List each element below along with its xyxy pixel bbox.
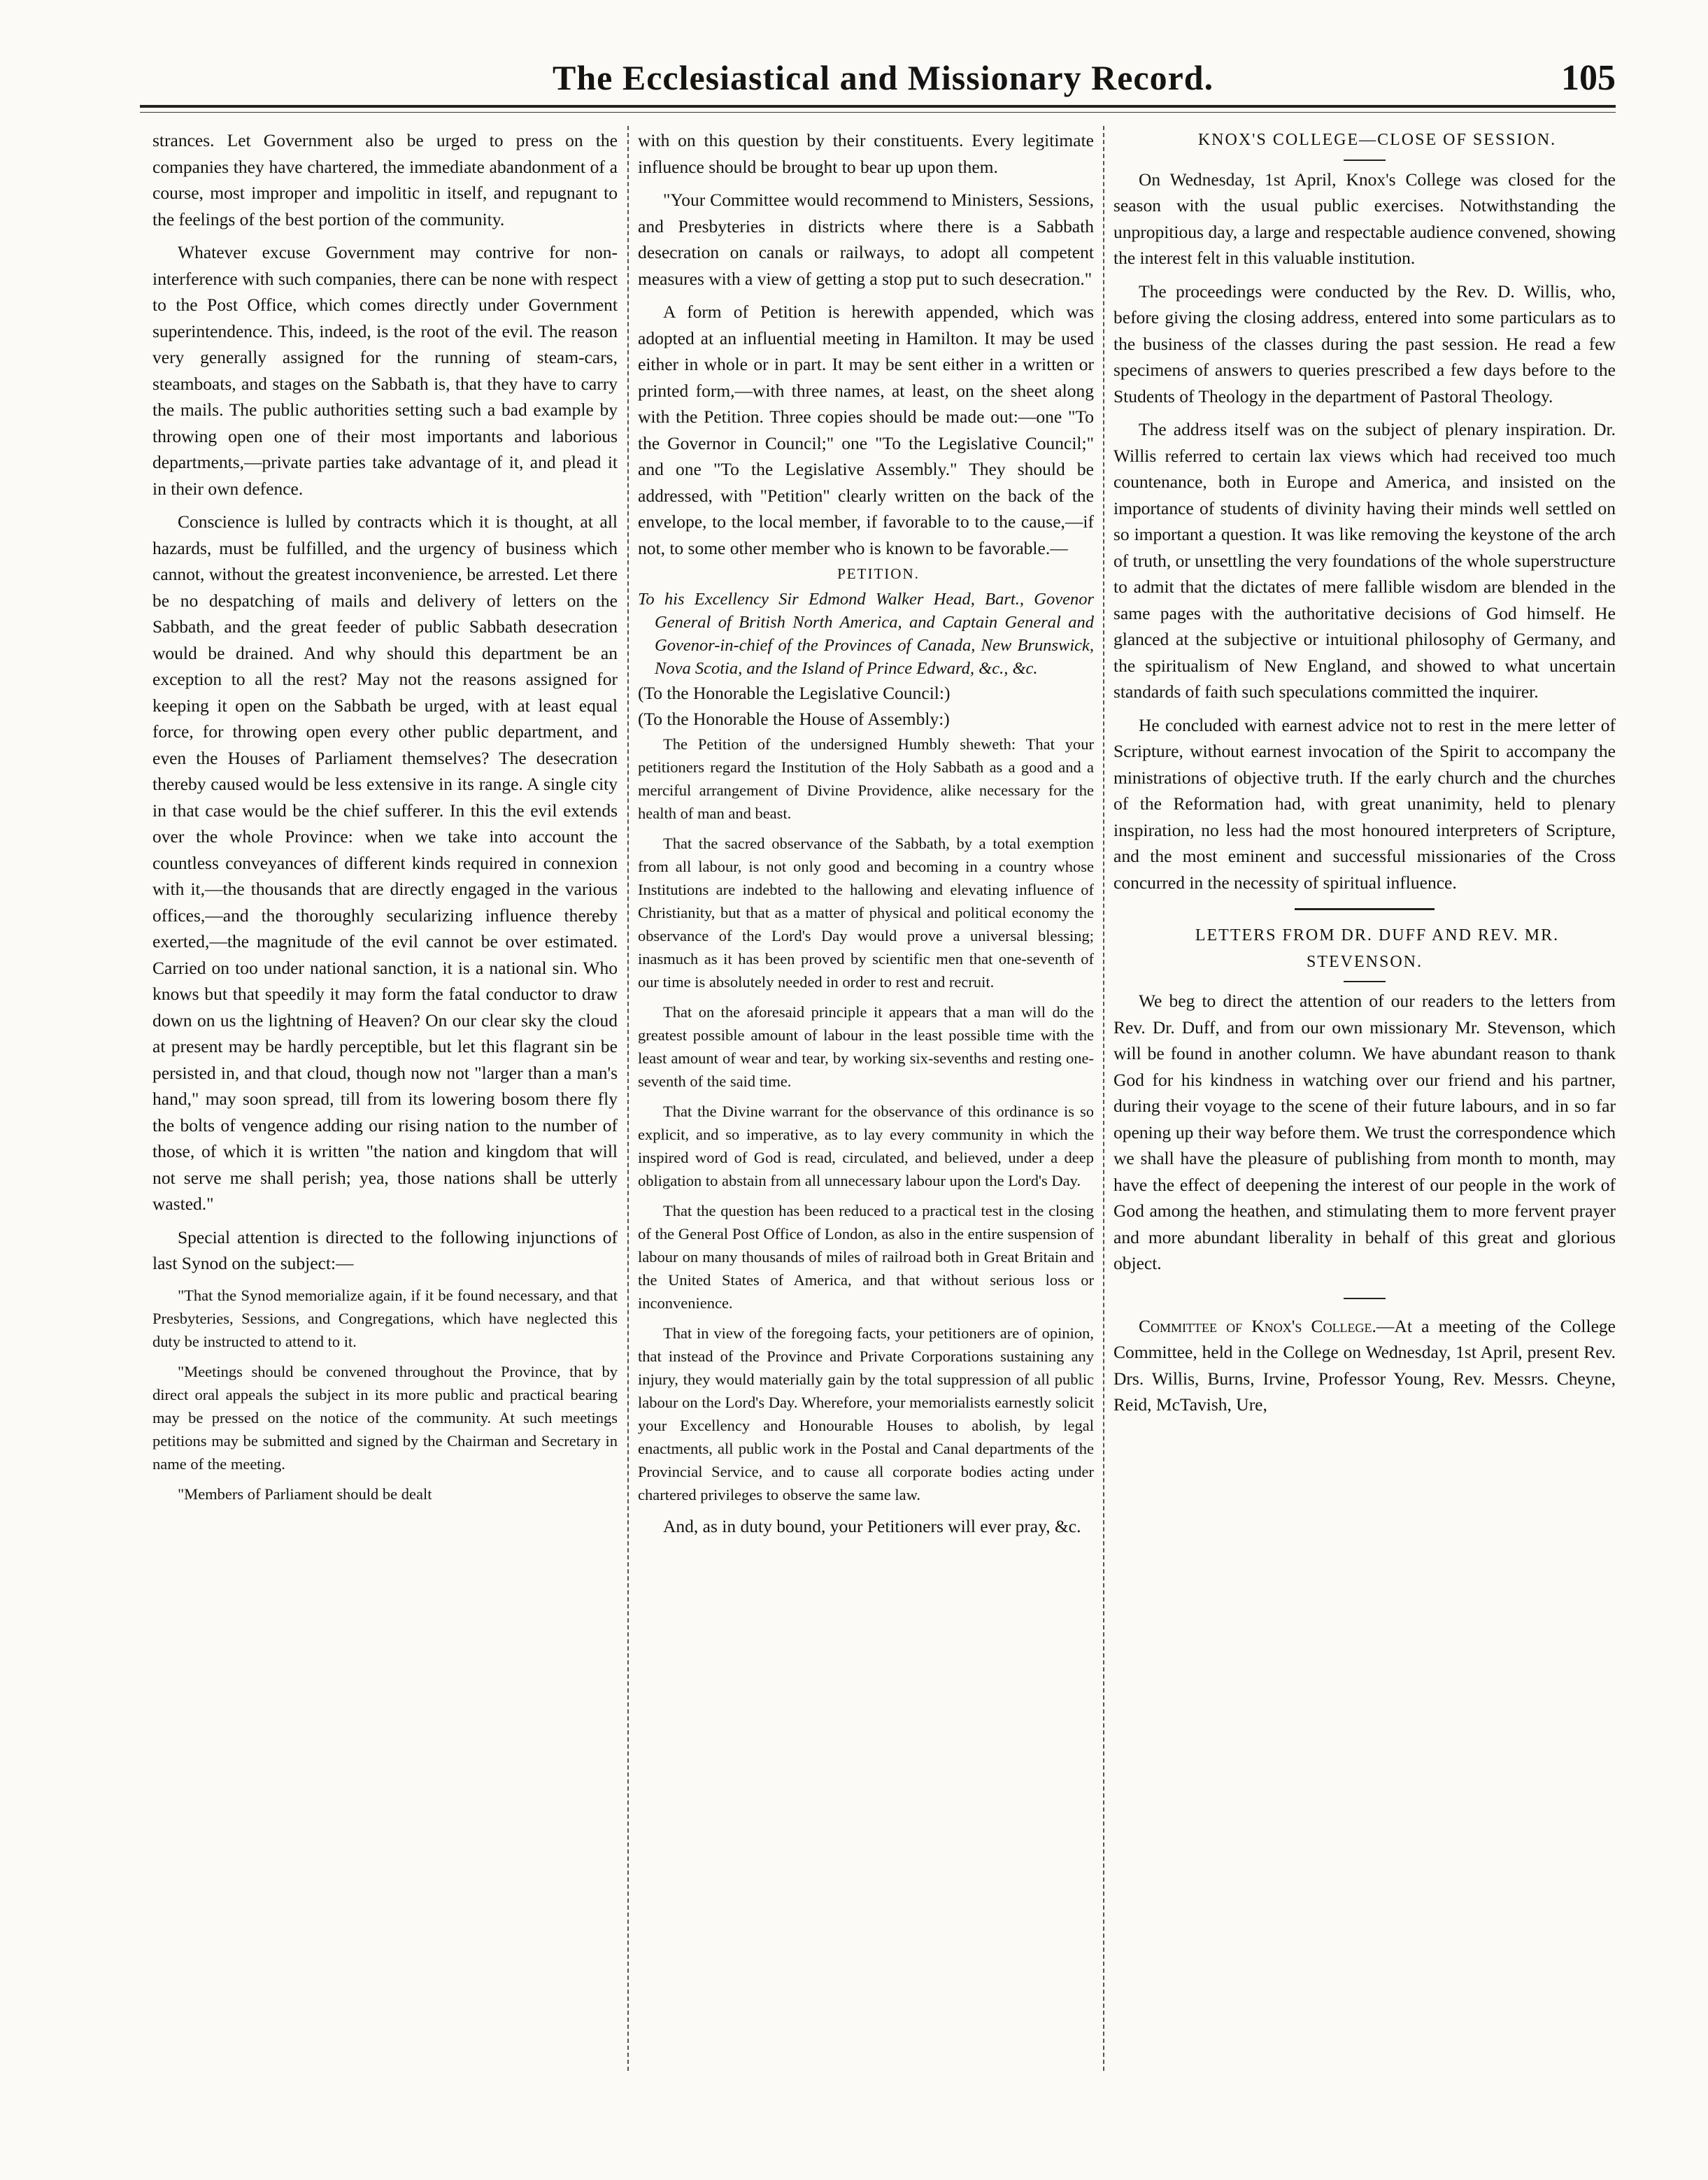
synod-injunction: "Members of Parliament should be dealt xyxy=(178,1485,432,1503)
synod-injunction: "That the Synod memorialize again, if it be found necessary, and that Presbyteries, Sessions, and Congregations, which have neglected this duty be instructed to attend to it. xyxy=(152,1286,618,1350)
paragraph: The address itself was on the subject of plenary inspiration. Dr. Willis referred to certain lax views which had received too much countenance, both in Europe and America, and insisted on the importance of students of divinity having their minds well settled on so important a question. It was like removing the keystone of the arch of truth, or unsettling the very foundations of the whole superstructure to admit that the dictates of mere fallible wisdom are blended in the same pages with the authoritative decisions of God himself. He glanced at the subjective or intuitional philosophy of Germany, and the spiritualism of New England, and showed to what uncertain standards of faith such speculations committed the inquirer. xyxy=(1113,419,1616,702)
heading-rule xyxy=(1344,160,1386,161)
petition-closing: And, as in duty bound, your Petitioners will ever pray, &c. xyxy=(663,1515,1081,1536)
paragraph: We beg to direct the attention of our readers to the letters from Rev. Dr. Duff, and from our own missionary Mr. Stevenson, which will be found in another column. We have abundant reason to thank God for his kindness in watching over our friend and his partner, during their voyage to the scene of their future labours, and in so far opening up their way before them. We trust the correspondence which we shall have the pleasure of publishing from month to month, may have the effect of deepening the interest of our people in the work of God among the heathen, and stimulating them to more fervent prayer and more abundant liberality in behalf of this great and glorious object. xyxy=(1113,991,1616,1273)
paragraph: He concluded with earnest advice not to rest in the mere letter of Scripture, without earnest invocation of the Spirit to accompany the ministrations of objective truth. If the early church and the churches of the Reformation had, with great unanimity, held to plenary inspiration, no less had the most honoured interpreters of Scripture, and the most eminent and successful missionaries of the Cross concurred in the necessity of spiritual influence. xyxy=(1113,714,1616,893)
paragraph: "Your Committee would recommend to Ministers, Sessions, and Presbyteries in districts where there is a Sabbath desecration on canals or railways, to adopt all competent measures with a view of getting a stop put to such desecration." xyxy=(638,190,1094,289)
journal-title: The Ecclesiastical and Missionary Record. xyxy=(553,58,1214,97)
committee-notice-lead: Committee of Knox's College. xyxy=(1139,1315,1376,1336)
header-rule xyxy=(140,105,1616,108)
petition-paragraph: That the Divine warrant for the observance of this ordinance is so explicit, and so imperative, as to lay every community in which the inspired word of God is read, circulated, and believed, under a deep obligation to abstain from all unnecessary labour upon the Lord's Day. xyxy=(638,1102,1094,1189)
petition-paragraph: That the question has been reduced to a practical test in the closing of the General Post Office of London, as also in the entire suspension of labour on many thousands of miles of railroad both in Great Britain and the United States of America, and that without serious loss or inconvenience. xyxy=(638,1201,1094,1312)
petition-heading: PETITION. xyxy=(837,565,920,582)
paragraph: A form of Petition is herewith appended, which was adopted at an influential meeting in Hamilton. It may be used either in whole or in part. It may be sent either in a written or printed form,—with three names, at least, on the sheet along with the Petition. Three copies should be made out:—one "To the Governor in Council;" one "To the Legislative Council;" and one "To the Legislative Assembly." They should be addressed, with "Petition" clearly written on the back of the envelope, to the local member, if favorable to to the cause,—if not, to some other member who is known to be favorable.— xyxy=(638,302,1094,558)
paragraph: Conscience is lulled by contracts which it is thought, at all hazards, must be fulfilled, and the urgency of business which cannot, without the greatest inconvenience, be arrested. Let there be no despatching of mails and delivery of letters on the Sabbath, and the great feeder of public Sabbath desecration would be drained. And why should this department be an exception to all the rest? May not the reasons assigned for keeping it open on the Sabbath be urged, with at least equal force, for throwing open every other public department, and even the Houses of Parliament themselves? The desecration thereby caused would be less extensive in its range. A single city in that case would be the chief sufferer. In this the evil extends over the whole Province: when we take into account the countless conveyances of different kinds required in connexion with it,—the thousands that are directly engaged in the various offices,—and the thoroughly secularizing influence thereby exerted,—the magnitude of the evil cannot be over estimated. Carried on too under national sanction, it is a national sin. Who knows but that speedily it may form the fatal conductor to draw down on us the lightning of Heaven? On our clear sky the cloud at present may be hardly perceptible, but let this flagrant sin be persisted in, and that cloud, though now not "larger than a man's hand," may soon spread, till from its lowering bosom there fly the bolts of vengence adding our rising nation to the number of those, of which it is written "the nation and kingdom that will not serve me shall perish; yea, those nations shall be utterly wasted." xyxy=(152,511,618,1214)
column-2 xyxy=(638,127,1094,2058)
committee-notice-text: —At a meeting of the College Committee, held in the College on Wednesday, 1st April, present Rev. Drs. Willis, Burns, Irvine, Professor Young, Rev. Messrs. Cheyne, Reid, McTavish, Ure, xyxy=(1113,1315,1616,1415)
paragraph: The proceedings were conducted by the Rev. D. Willis, who, before giving the closing address, entered into some particulars as to the business of the classes during the past session. He read a few specimens of answers to queries prescribed a few days before to the Students of Theology in the department of Pastoral Theology. xyxy=(1113,281,1616,406)
section-heading-knox-college: KNOX'S COLLEGE—CLOSE OF SESSION. xyxy=(1197,131,1557,149)
paragraph: Special attention is directed to the following injunctions of last Synod on the subject:— xyxy=(152,1226,618,1273)
section-heading-letters: LETTERS FROM DR. DUFF AND REV. MR. STEVENSON. xyxy=(1195,926,1560,971)
section-divider xyxy=(1295,908,1435,910)
paragraph: On Wednesday, 1st April, Knox's College was closed for the season with the usual public exercises. Notwithstanding the unpropitious day, a large and respectable audience convened, showing the interest felt in this valuable institution. xyxy=(1113,169,1616,268)
petition-paragraph: That in view of the foregoing facts, your petitioners are of opinion, that instead of the Province and Private Corporations sustaining any injury, they would materially gain by the total suppression of all public labour on the Lord's Day. Wherefore, your memorialists earnestly solicit your Excellency and Honourable Houses to abolish, by legal enactments, all public work in the Postal and Canal departments of the Provincial Service, and to cause all corporate bodies acting under chartered privileges to observe the same law. xyxy=(638,1324,1094,1503)
section-divider xyxy=(1344,1298,1386,1299)
column-3 xyxy=(1113,127,1616,2058)
petition-paragraph: That on the aforesaid principle it appears that a man will do the greatest possible amount of labour in the least possible time with the least amount of wear and tear, by working six-sevenths and resting one-seventh of the said time. xyxy=(638,1003,1094,1090)
paragraph: with on this question by their constituents. Every legitimate influence should be brought to bear up upon them. xyxy=(638,130,1094,177)
header-rule-thin xyxy=(140,112,1616,113)
synod-injunction: "Meetings should be convened throughout the Province, that by direct oral appeals the subject in its more public and practical bearing may be pressed on the notice of the community. At such meetings petitions may be submitted and signed by the Chairman and Secretary in name of the meeting. xyxy=(152,1362,618,1473)
petition-recipient: (To the Honorable the Legislative Council:) xyxy=(638,682,951,703)
column-1 xyxy=(152,127,618,2058)
petition-address: To his Excellency Sir Edmond Walker Head, Bart., Govenor General of British North America, and Captain General and Govenor-in-chief of the Provinces of Canada, New Brunswick, Nova Scotia, and the Island of Prince Edward, &c., &c. xyxy=(638,589,1094,678)
paragraph: strances. Let Government also be urged to press on the companies they have chartered, the immediate abandonment of a course, most improper and impolitic in itself, and repugnant to the feelings of the best portion of the community. xyxy=(152,130,618,229)
petition-paragraph: The Petition of the undersigned Humbly sheweth: That your petitioners regard the Institution of the Holy Sabbath as a good and a merciful arrangement of Divine Providence, alike necessary for the health of man and beast. xyxy=(638,735,1094,822)
page-number: 105 xyxy=(1561,58,1616,98)
petition-paragraph: That the sacred observance of the Sabbath, by a total exemption from all labour, is not only good and becoming in a country whose Institutions are indebted to the hallowing and elevating influence of Christianity, but that as a matter of physical and political economy the observance of the Lord's Day would prove a universal blessing; inasmuch as it has been proved by scientific men that one-seventh of our time is absolutely needed in order to rest and recruit. xyxy=(638,834,1094,991)
paragraph: Whatever excuse Government may contrive for non-interference with such companies, there can be none with respect to the Post Office, which comes directly under Government superintendence. This, indeed, is the root of the evil. The reason very generally assigned for the running of steam-cars, steamboats, and stages on the Sabbath is, that they have to carry the mails. The public authorities setting such a bad example by throwing open one of their most importants and laborious departments,—private parties take advantage of it, and plead it in their own defence. xyxy=(152,242,618,499)
petition-recipient: (To the Honorable the House of Assembly:) xyxy=(638,709,950,729)
column-divider xyxy=(1103,126,1104,2071)
running-header xyxy=(140,57,1616,106)
committee-notice xyxy=(1113,1313,1616,1418)
column-divider xyxy=(627,126,629,2071)
heading-rule xyxy=(1344,981,1386,982)
